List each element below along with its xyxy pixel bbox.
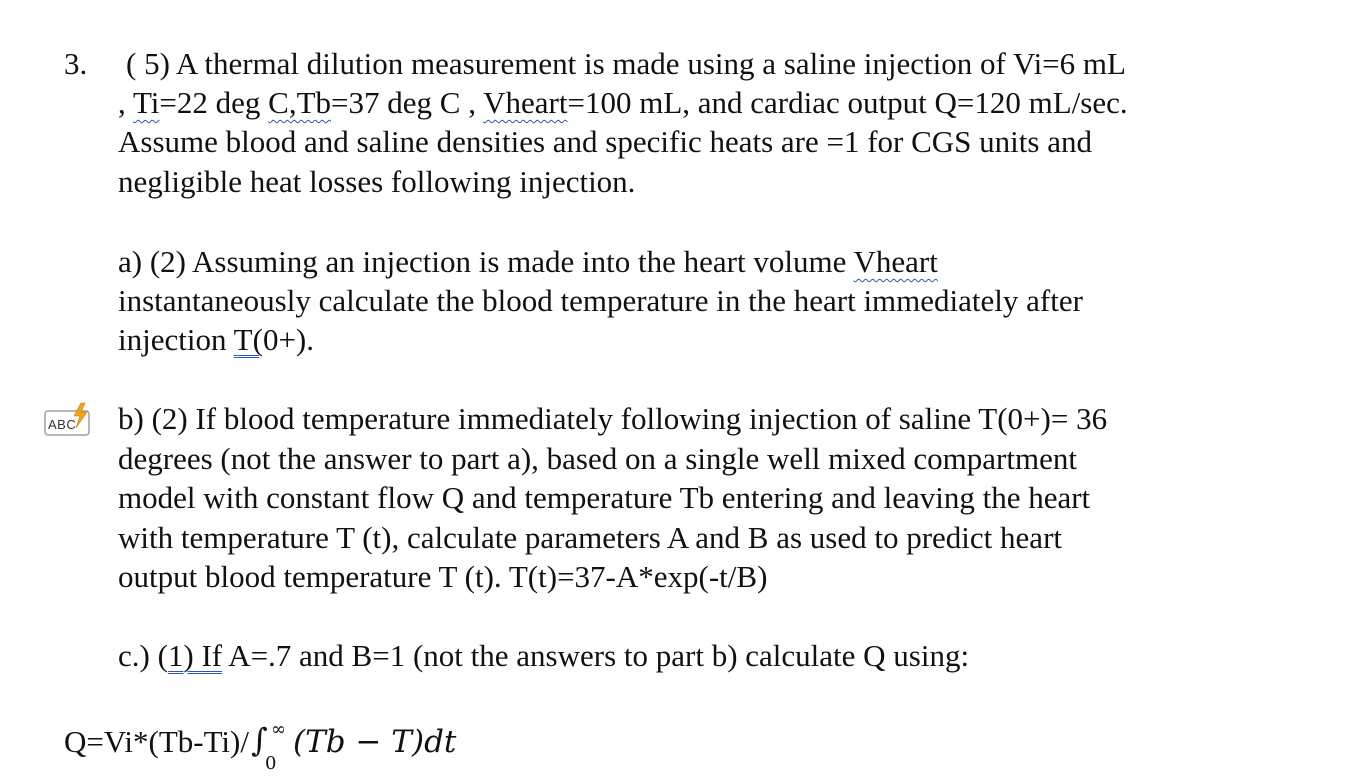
intro-line-2-prefix: ,	[118, 85, 133, 120]
part-b-line-2: degrees (not the answer to part a), based on a single well mixed compartment	[118, 441, 1077, 476]
formula-prefix: Q=Vi*(Tb-Ti)/	[64, 724, 249, 759]
intro-line-2	[118, 83, 1128, 123]
question-number: 3.	[64, 46, 88, 81]
integral-lower-limit: 0	[265, 753, 277, 774]
part-b-line-1: b) (2) If blood temperature immediately following injection of saline T(0+)= 36	[118, 401, 1108, 436]
intro-line-3: Assume blood and saline densities and specific heats are =1 for CGS units and	[118, 124, 1092, 159]
part-a-line-2: instantaneously calculate the blood temperature in the heart immediately after	[118, 283, 1083, 318]
part-c-prefix: c.) (	[118, 638, 168, 673]
formula-integrand: (Tb − T)dt	[293, 724, 457, 760]
intro-line-2-mid2: =37 deg C ,	[331, 85, 484, 120]
integral-upper-limit: ∞	[271, 719, 286, 740]
spellcheck-icon-label: ABC	[48, 417, 77, 432]
spellcheck-icon[interactable]	[44, 401, 92, 437]
part-a-line-1	[118, 242, 938, 282]
grammar-flag-if[interactable]: 1) If	[167, 638, 223, 673]
spell-flag-vheart-2[interactable]: Vheart	[853, 244, 938, 279]
intro-line-1: ( 5) A thermal dilution measurement is made using a saline injection of Vi=6 mL	[126, 46, 1126, 81]
part-a-line-1-text: a) (2) Assuming an injection is made into the heart volume	[118, 244, 854, 279]
part-b-line-5: output blood temperature T (t). T(t)=37-A*exp(-t/B)	[118, 559, 768, 594]
part-b-line-4: with temperature T (t), calculate parameters A and B as used to predict heart	[118, 520, 1063, 555]
integral-sign: ∫	[251, 721, 268, 759]
formula-line	[64, 719, 457, 774]
spell-flag-ctb[interactable]: C,Tb	[268, 85, 332, 120]
part-c-post: A=.7 and B=1 (not the answers to part b) calculate Q using:	[222, 638, 970, 673]
integral	[249, 719, 293, 774]
spell-flag-vheart[interactable]: Vheart	[483, 85, 568, 120]
intro-line-2-mid1: =22 deg	[159, 85, 269, 120]
grammar-flag-t0[interactable]: T(	[233, 322, 263, 357]
part-c-line	[118, 636, 969, 676]
intro-line-4: negligible heat losses following injection.	[118, 164, 636, 199]
part-b-line-3: model with constant flow Q and temperature Tb entering and leaving the heart	[118, 480, 1091, 515]
spell-flag-ti[interactable]: Ti	[132, 85, 160, 120]
part-a-line-3-text: injection	[118, 322, 234, 357]
part-a-line-3-post: 0+).	[262, 322, 314, 357]
part-a-line-3	[118, 320, 314, 360]
intro-line-2-post: =100 mL, and cardiac output Q=120 mL/sec.	[567, 85, 1128, 120]
